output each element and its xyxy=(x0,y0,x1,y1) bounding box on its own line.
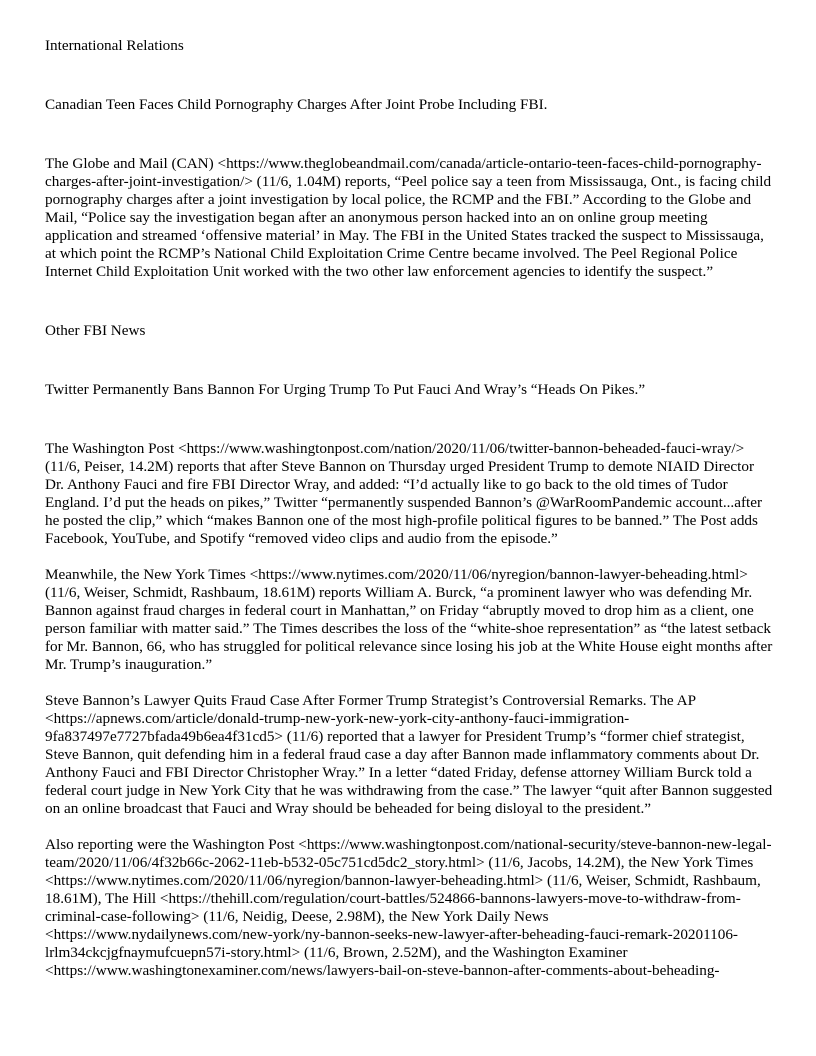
article-paragraph: Steve Bannon’s Lawyer Quits Fraud Case After Former Trump Strategist’s Controversial Remarks. The AP <https://apnews.com/article/donald-trump-new-york-new-york-city-anthony-fauci-immigration-9fa837497e7727bfada49b6ea4f31cd5> (11/6) reported that a lawyer for President Trump’s “former chief strategist, Steve Bannon, quit defending him in a federal fraud case a day after Bannon made inflammatory comments about Dr. Anthony Fauci and FBI Director Christopher Wray.” In a letter “dated Friday, defense attorney William Burck told a federal court judge in New York City that he was withdrawing from the case.” The lawyer “quit after Bannon suggested on an online broadcast that Fauci and Wray should be beheaded for being disloyal to the president.” xyxy=(45,692,773,817)
section-heading-other-fbi-news: Other FBI News xyxy=(45,322,146,339)
article-headline-canadian-teen: Canadian Teen Faces Child Pornography Charges After Joint Probe Including FBI. xyxy=(45,96,548,113)
article-paragraph: Also reporting were the Washington Post <https://www.washingtonpost.com/national-security/steve-bannon-new-legal-team/2020/11/06/4f32b66c-2062-11eb-b532-05c751cd5dc2_story.html> (11/6, Jacobs, 14.2M), the New York Times <https://www.nytimes.com/2020/11/06/nyregion/bannon-lawyer-beheading.html> (11/6, Weiser, Schmidt, Rashbaum, 18.61M), The Hill <https://thehill.com/regulation/court-battles/524866-bannons-lawyers-move-to-withdraw-from-criminal-case-following> (11/6, Neidig, Deese, 2.98M), the New York Daily News <https://www.nydailynews.com/new-york/ny-bannon-seeks-new-lawyer-after-beheading-fauci-remark-20201106-lrlm34ckcjgfnaymufcuepn57i-story.html> (11/6, Brown, 2.52M), and the Washington Examiner <https://www.washingtonexaminer.com/news/lawyers-bail-on-steve-bannon-after-comments-about-beheading- xyxy=(45,836,772,979)
article-paragraph: The Globe and Mail (CAN) <https://www.theglobeandmail.com/canada/article-ontario-teen-faces-child-pornography-charges-after-joint-investigation/> (11/6, 1.04M) reports, “Peel police say a teen from Mississauga, Ont., is facing child pornography charges after a joint investigation by local police, the RCMP and the FBI.” According to the Globe and Mail, “Police say the investigation began after an anonymous person hacked into an on online group meeting application and streamed ‘offensive material’ in May. The FBI in the United States tracked the suspect to Mississauga, at which point the RCMP’s National Child Exploitation Crime Centre became involved. The Peel Regional Police Internet Child Exploitation Unit worked with the two other law enforcement agencies to identify the suspect.” xyxy=(45,155,772,280)
article-paragraph: Meanwhile, the New York Times <https://www.nytimes.com/2020/11/06/nyregion/bannon-lawyer-beheading.html> (11/6, Weiser, Schmidt, Rashbaum, 18.61M) reports William A. Burck, “a prominent lawyer who was defending Mr. Bannon against fraud charges in federal court in Manhattan,” on Friday “abruptly moved to drop him as a client, one person familiar with matter said.” The Times describes the loss of the “white-shoe representation” as “the latest setback for Mr. Bannon, 66, who has struggled for political relevance since losing his job at the White House eight months after Mr. Trump’s inauguration.” xyxy=(45,566,773,673)
section-heading-international-relations: International Relations xyxy=(45,37,184,54)
article-headline-twitter-bans-bannon: Twitter Permanently Bans Bannon For Urging Trump To Put Fauci And Wray’s “Heads On Pikes.” xyxy=(45,381,646,398)
article-paragraph: The Washington Post <https://www.washingtonpost.com/nation/2020/11/06/twitter-bannon-beheaded-fauci-wray/> (11/6, Peiser, 14.2M) reports that after Steve Bannon on Thursday urged President Trump to demote NIAID Director Dr. Anthony Fauci and fire FBI Director Wray, and added: “I’d actually like to go back to the old times of Tudor England. I’d put the heads on pikes,” Twitter “permanently suspended Bannon’s @WarRoomPandemic account...after he posted the clip,” which “makes Bannon one of the most high-profile political figures to be banned.” The Post adds Facebook, YouTube, and Spotify “removed video clips and audio from the episode.” xyxy=(45,440,763,547)
document-page xyxy=(45,37,773,998)
